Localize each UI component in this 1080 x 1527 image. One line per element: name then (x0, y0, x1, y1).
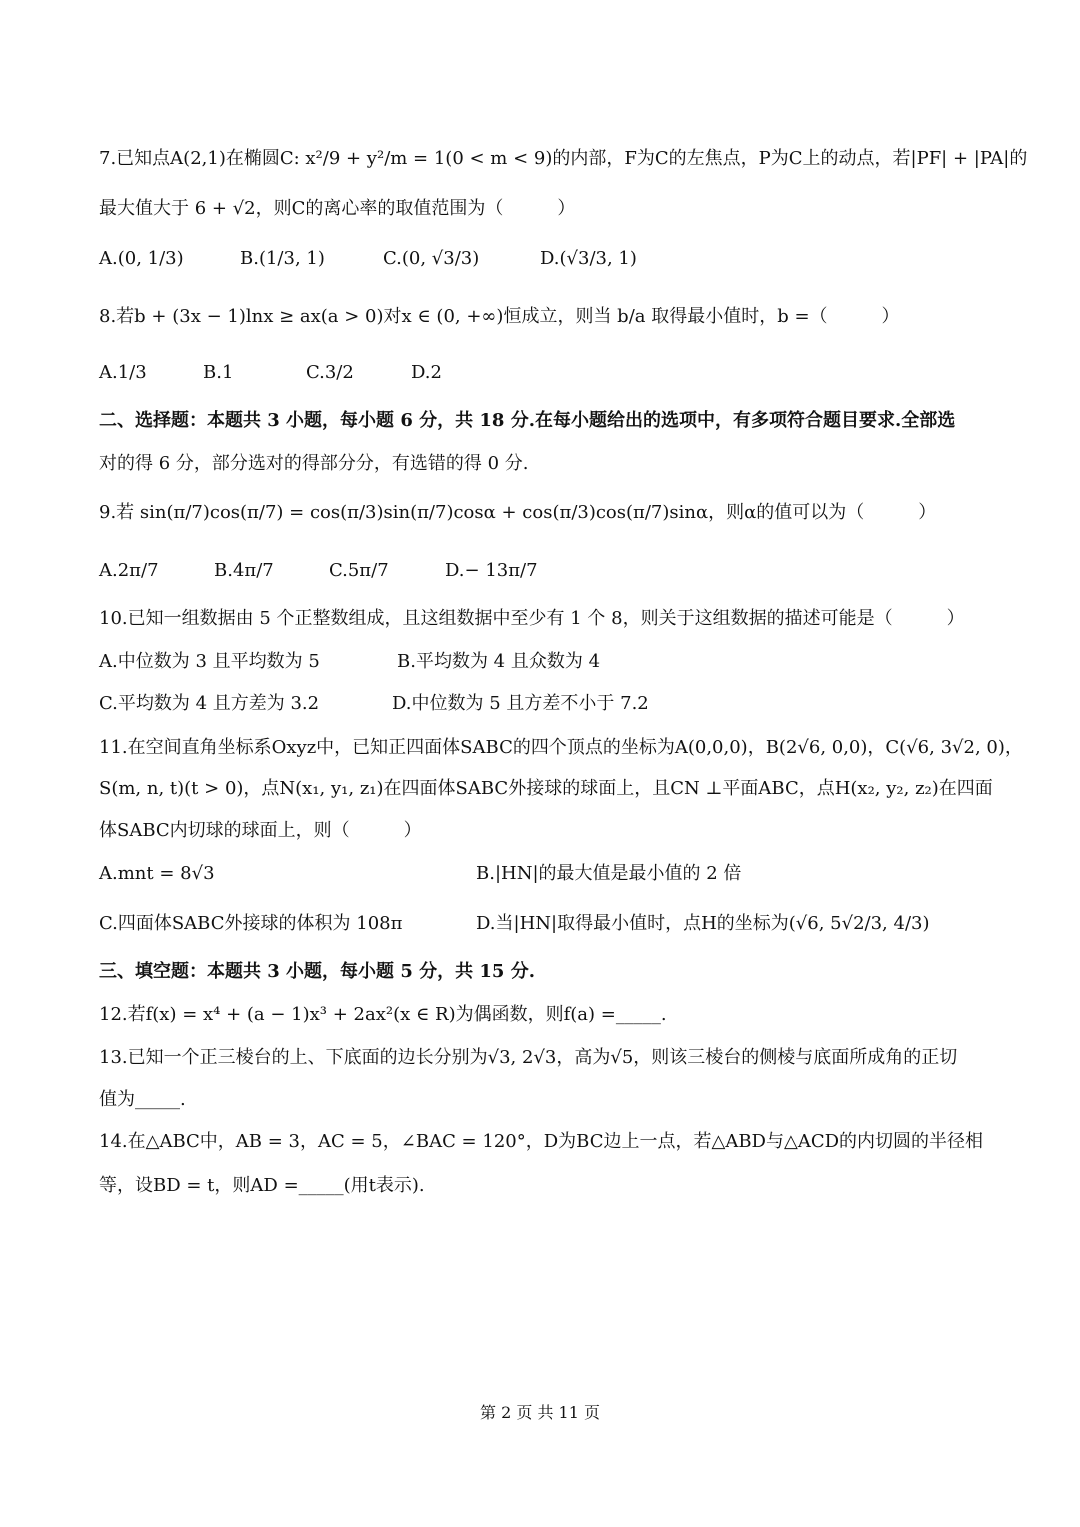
q9-option-b: B.4π/7 (214, 560, 274, 581)
q9-option-a: A.2π/7 (99, 560, 159, 581)
q9-option-c: C.5π/7 (329, 560, 389, 581)
q8-option-c: C.3/2 (306, 362, 354, 383)
q11-option-b: B.|HN|的最大值是最小值的 2 倍 (476, 863, 742, 884)
q8-option-a: A.1/3 (99, 362, 147, 383)
section2-heading: 二、选择题：本题共 3 小题，每小题 6 分，共 18 分.在每小题给出的选项中，有多项符合题目要求.全部选 (99, 410, 956, 431)
q11-line1: 11.在空间直角坐标系Oxyz中，已知正四面体SABC的四个顶点的坐标为A(0,0,0)，B(2√6, 0,0)，C(√6, 3√2, 0)， (99, 737, 1023, 758)
q7-option-d: D.(√3/3, 1) (540, 248, 637, 269)
section3-heading: 三、填空题：本题共 3 小题，每小题 5 分，共 15 分. (99, 961, 535, 982)
q7-option-c: C.(0, √3/3) (383, 248, 480, 269)
q8-option-b: B.1 (203, 362, 234, 383)
q14-line1: 14.在△ABC中，AB = 3，AC = 5，∠BAC = 120°，D为BC边上一点，若△ABD与△ACD的内切圆的半径相 (99, 1131, 984, 1152)
q13-line2: 值为_____. (99, 1089, 186, 1110)
q11-option-c: C.四面体SABC外接球的体积为 108π (99, 913, 403, 934)
q11-option-d: D.当|HN|取得最小值时，点H的坐标为(√6, 5√2/3, 4/3) (476, 913, 930, 934)
q10-option-b: B.平均数为 4 且众数为 4 (397, 651, 601, 672)
q13-line1: 13.已知一个正三棱台的上、下底面的边长分别为√3, 2√3，高为√5，则该三棱台的侧棱与底面所成角的正切 (99, 1047, 958, 1068)
q7-option-b: B.(1/3, 1) (240, 248, 325, 269)
q11-line3: 体SABC内切球的球面上，则（ ） (99, 820, 422, 841)
page-footer: 第 2 页 共 11 页 (480, 1403, 600, 1422)
q12-line1: 12.若f(x) = x⁴ + (a − 1)x³ + 2ax²(x ∈ R)为偶函数，则f(a) =_____. (99, 1004, 667, 1025)
q11-line2: S(m, n, t)(t > 0)，点N(x₁, y₁, z₁)在四面体SABC外接球的球面上，且CN ⊥平面ABC，点H(x₂, y₂, z₂)在四面 (99, 778, 993, 799)
q7-line1: 7.已知点A(2,1)在椭圆C: x²/9 + y²/m = 1(0 < m < 9)的内部，F为C的左焦点，P为C上的动点，若|PF| + |PA|的 (99, 148, 1028, 169)
q10-line1: 10.已知一组数据由 5 个正整数组成，且这组数据中至少有 1 个 8，则关于这组数据的描述可能是（ ） (99, 608, 965, 629)
q14-line2: 等，设BD = t，则AD =_____(用t表示). (99, 1175, 425, 1196)
q11-option-a: A.mnt = 8√3 (99, 863, 215, 884)
q7-option-a: A.(0, 1/3) (99, 248, 184, 269)
q10-option-d: D.中位数为 5 且方差不小于 7.2 (392, 693, 649, 714)
q7-line2: 最大值大于 6 + √2，则C的离心率的取值范围为（ ） (99, 198, 576, 219)
q10-option-a: A.中位数为 3 且平均数为 5 (99, 651, 320, 672)
q10-option-c: C.平均数为 4 且方差为 3.2 (99, 693, 320, 714)
q9-option-d: D.− 13π/7 (445, 560, 538, 581)
q8-option-d: D.2 (411, 362, 442, 383)
q9-line1: 9.若 sin(π/7)cos(π/7) = cos(π/3)sin(π/7)cosα + cos(π/3)cos(π/7)sinα，则α的值可以为（ ） (99, 502, 937, 523)
section2-line2: 对的得 6 分，部分选对的得部分分，有选错的得 0 分. (99, 453, 529, 474)
q8-line1: 8.若b + (3x − 1)lnx ≥ ax(a > 0)对x ∈ (0, +∞)恒成立，则当 b/a 取得最小值时，b =（ ） (99, 306, 900, 327)
